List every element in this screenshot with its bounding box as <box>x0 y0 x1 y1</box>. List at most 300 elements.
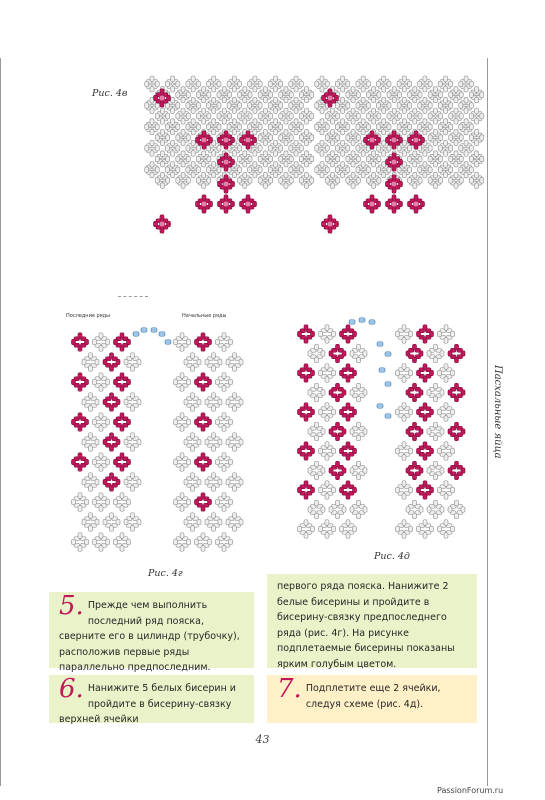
bead-cell <box>217 167 221 173</box>
bead-cell <box>273 87 277 93</box>
bead-cell <box>284 119 288 125</box>
bead-cell <box>321 390 325 396</box>
bead-cell <box>224 208 228 214</box>
bead-cell <box>361 87 365 93</box>
bead-cell <box>455 396 459 402</box>
bead-cell <box>165 167 169 173</box>
bead-cell <box>419 390 423 396</box>
bead-cell <box>396 409 400 415</box>
bead-cell <box>180 453 184 459</box>
bead-cell <box>268 103 272 109</box>
bead-cell <box>191 108 195 114</box>
bead-cell <box>361 129 365 135</box>
bead-cell <box>387 124 391 130</box>
bead-cell <box>110 486 114 492</box>
bead-cell <box>298 526 302 532</box>
bead-cell <box>218 359 222 365</box>
bead-cell <box>106 499 110 505</box>
bead-cell <box>451 331 455 337</box>
bead-cell <box>376 81 380 87</box>
bead-cell <box>387 113 391 119</box>
bead-cell <box>304 533 308 539</box>
bead-cell <box>124 439 128 445</box>
bead-cell <box>269 178 273 184</box>
bead-cell <box>161 151 165 157</box>
bead-cell <box>99 373 103 379</box>
bead-cell <box>181 119 185 125</box>
bead-cell <box>428 113 432 119</box>
bead-cell <box>263 119 267 125</box>
bead-cell <box>217 113 221 119</box>
bead-center <box>224 182 229 187</box>
bead-cell <box>202 151 206 157</box>
bead-cell <box>180 346 184 352</box>
bead-cell <box>180 466 184 472</box>
bead-cell <box>201 426 205 432</box>
bead-cell <box>78 546 82 552</box>
bead-cell <box>461 468 465 474</box>
bead-cell <box>423 338 427 344</box>
bead-cell <box>268 146 272 152</box>
bead-cell <box>82 399 86 405</box>
bead-cell <box>366 113 370 119</box>
section-side-title: Пасхальные яйца <box>492 365 503 459</box>
bead-cell <box>392 97 396 103</box>
bead-cell <box>239 399 243 405</box>
bead-cell <box>233 446 237 452</box>
bead-cell <box>181 140 185 146</box>
bead-cell <box>346 403 350 409</box>
bead-cell <box>263 151 267 157</box>
bead-cell <box>444 442 448 448</box>
bead-cell <box>176 92 180 98</box>
bead-cell <box>428 81 432 87</box>
bead-cell <box>356 113 360 119</box>
bead-cell <box>370 208 374 214</box>
bead-cell <box>222 333 226 339</box>
bead-cell <box>433 140 437 146</box>
bead-center <box>224 138 229 143</box>
bead-cell <box>222 108 226 114</box>
bead-cell <box>82 439 86 445</box>
bead-cell <box>218 519 222 525</box>
bead-cell <box>408 201 412 207</box>
bead-cell <box>120 506 124 512</box>
bead-cell <box>434 474 438 480</box>
bead-cell <box>475 108 479 114</box>
bead-cell <box>114 499 118 505</box>
bead-blue <box>377 404 383 409</box>
bead-cell <box>212 473 216 479</box>
bead-cell <box>222 373 226 379</box>
bead-cell <box>366 156 370 162</box>
bead-cell <box>186 81 190 87</box>
bead-cell <box>305 140 309 146</box>
bead-cell <box>366 178 370 184</box>
bead-cell <box>399 159 403 165</box>
bead-cell <box>184 439 188 445</box>
bead-cell <box>351 140 355 146</box>
bead-cell <box>299 92 303 98</box>
bead-cell <box>433 119 437 125</box>
bead-cell <box>246 131 250 137</box>
figure-4g-caption: Рис. 4г <box>148 568 183 579</box>
bead-cell <box>171 129 175 135</box>
bead-center <box>392 182 397 187</box>
bead-cell <box>258 103 262 109</box>
bead-cell <box>438 448 442 454</box>
bead-cell <box>224 175 228 181</box>
bead-cell <box>106 459 110 465</box>
bead-cell <box>294 129 298 135</box>
bead-cell <box>191 151 195 157</box>
bead-cell <box>451 448 455 454</box>
bead-cell <box>253 76 257 82</box>
bead-cell <box>298 370 302 376</box>
bead-cell <box>325 520 329 526</box>
bead-cell <box>409 487 413 493</box>
bead-cell <box>315 344 319 350</box>
bead-cell <box>353 448 357 454</box>
bead-cell <box>212 366 216 372</box>
watermark: PassionForum.ru <box>437 786 504 795</box>
bead-cell <box>341 97 345 103</box>
bead-cell <box>289 113 293 119</box>
bead-cell <box>248 113 252 119</box>
bead-cell <box>110 393 114 399</box>
bead-cell <box>202 97 206 103</box>
bead-cell <box>191 76 195 82</box>
bead-cell <box>212 486 216 492</box>
bead-cell <box>239 359 243 365</box>
bead-cell <box>196 167 200 173</box>
bead-cell <box>336 435 340 441</box>
bead-cell <box>243 151 247 157</box>
bead-cell <box>166 178 170 184</box>
bead-cell <box>340 331 344 337</box>
bead-cell <box>315 461 319 467</box>
bead-cell <box>197 519 201 525</box>
bead-cell <box>222 533 226 539</box>
bead-cell <box>93 459 97 465</box>
bead-cell <box>208 419 212 425</box>
bead-cell <box>305 172 309 178</box>
bead-cell <box>195 419 199 425</box>
bead-cell <box>150 129 154 135</box>
bead-center <box>202 202 207 207</box>
bead-cell <box>328 215 332 221</box>
bead-cell <box>304 442 308 448</box>
bead-cell <box>82 359 86 365</box>
bead-cell <box>205 519 209 525</box>
bead-cell <box>196 178 200 184</box>
bead-cell <box>353 526 357 532</box>
bead-cell <box>222 346 226 352</box>
bead-cell <box>454 172 458 178</box>
step-7-box <box>267 675 477 723</box>
bead-cell <box>212 162 216 168</box>
bead-cell <box>195 379 199 385</box>
bead-cell <box>386 201 390 207</box>
bead-cell <box>196 201 200 207</box>
bead-cell <box>413 383 417 389</box>
bead-cell <box>99 346 103 352</box>
bead-cell <box>332 331 336 337</box>
bead-cell <box>233 486 237 492</box>
bead-cell <box>294 97 298 103</box>
bead-cell <box>475 97 479 103</box>
bead-cell <box>342 351 346 357</box>
bead-cell <box>106 379 110 385</box>
bead-cell <box>396 370 400 376</box>
bead-cell <box>346 455 350 461</box>
bead-cell <box>382 97 386 103</box>
bead-cell <box>224 153 228 159</box>
bead-cell <box>176 81 180 87</box>
bead-cell <box>464 140 468 146</box>
bead-cell <box>248 167 252 173</box>
bead-cell <box>95 479 99 485</box>
bead-cell <box>356 135 360 141</box>
bead-cell <box>361 119 365 125</box>
bead-cell <box>475 151 479 157</box>
bead-cell <box>161 130 165 136</box>
bead-cell <box>222 453 226 459</box>
bead-cell <box>176 156 180 162</box>
bead-cell <box>396 487 400 493</box>
bead-cell <box>448 351 452 357</box>
bead-cell <box>361 76 365 82</box>
bead-cell <box>171 140 175 146</box>
bead-cell <box>363 429 367 435</box>
bead-cell <box>258 178 262 184</box>
bead-cell <box>273 76 277 82</box>
bead-cell <box>191 433 195 439</box>
bead-cell <box>311 409 315 415</box>
bead-cell <box>150 119 154 125</box>
step-6-text: Нанижите 5 белых бисерин и пройдите в бисерину-связку верхней ячейки <box>59 683 236 725</box>
bead-cell <box>174 419 178 425</box>
bead-cell <box>181 172 185 178</box>
bead-cell <box>325 146 329 152</box>
bead-cell <box>195 339 199 345</box>
bead-cell <box>212 87 216 93</box>
bead-cell <box>171 162 175 168</box>
bead-cell <box>284 140 288 146</box>
bead-cell <box>319 526 323 532</box>
bead-cell <box>440 429 444 435</box>
bead-cell <box>212 526 216 532</box>
bead-cell <box>341 108 345 114</box>
bead-cell <box>418 167 422 173</box>
bead-cell <box>186 135 190 141</box>
bead-cell <box>239 439 243 445</box>
bead-cell <box>186 178 190 184</box>
bead-cell <box>353 487 357 493</box>
bead-cell <box>299 81 303 87</box>
bead-cell <box>454 108 458 114</box>
bead-cell <box>396 331 400 337</box>
bead-cell <box>243 119 247 125</box>
bead-cell <box>120 333 124 339</box>
bead-cell <box>434 461 438 467</box>
bead-cell <box>187 419 191 425</box>
step-6-number: 6. <box>59 674 84 704</box>
bead-cell <box>231 159 235 165</box>
bead-cell <box>85 539 89 545</box>
bead-cell <box>341 129 345 135</box>
bead-cell <box>342 507 346 513</box>
bead-cell <box>356 178 360 184</box>
bead-cell <box>145 103 149 109</box>
bead-cell <box>361 151 365 157</box>
step-5-continued-text: первого ряда пояска. Нанижите 2 белые бисерины и пройдите в бисерину-связку предпоследнего ряда (рис. 4г). На рисунке подплетаемые бисерины показаны ярким голубым цветом. <box>277 581 455 670</box>
bead-cell <box>402 481 406 487</box>
bead-cell <box>106 419 110 425</box>
bead-cell <box>475 130 479 136</box>
bead-cell <box>187 339 191 345</box>
bead-cell <box>372 172 376 178</box>
bead-cell <box>408 113 412 119</box>
bead-cell <box>376 124 380 130</box>
bead-cell <box>304 416 308 422</box>
bead-cell <box>320 108 324 114</box>
bead-cell <box>335 221 339 227</box>
bead-cell <box>294 172 298 178</box>
step-5-continued-box <box>267 574 477 668</box>
bead-cell <box>273 108 277 114</box>
bead-cell <box>191 366 195 372</box>
bead-cell <box>351 151 355 157</box>
bead-cell <box>413 500 417 506</box>
bead-cell <box>331 140 335 146</box>
bead-cell <box>382 119 386 125</box>
bead-cell <box>284 97 288 103</box>
bead-cell <box>154 95 158 101</box>
bead-cell <box>438 103 442 109</box>
bead-cell <box>299 135 303 141</box>
bead-cell <box>229 339 233 345</box>
bead-cell <box>356 92 360 98</box>
bead-cell <box>114 539 118 545</box>
bead-cell <box>433 130 437 136</box>
bead-cell <box>248 178 252 184</box>
bead-blue <box>385 382 391 387</box>
bead-cell <box>346 338 350 344</box>
bead-cell <box>205 359 209 365</box>
bead-cell <box>89 513 93 519</box>
bead-cell <box>392 153 396 159</box>
bead-cell <box>232 119 236 125</box>
bead-cell <box>346 113 350 119</box>
bead-cell <box>273 119 277 125</box>
bead-cell <box>176 167 180 173</box>
bead-cell <box>269 156 273 162</box>
bead-cell <box>181 183 185 189</box>
bead-cell <box>238 92 242 98</box>
bead-cell <box>414 144 418 150</box>
bead-cell <box>160 215 164 221</box>
bead-cell <box>308 468 312 474</box>
bead-cell <box>356 124 360 130</box>
bead-cell <box>336 513 340 519</box>
bead-cell <box>325 156 329 162</box>
bead-cell <box>392 188 396 194</box>
bead-cell <box>131 366 135 372</box>
bead-cell <box>95 359 99 365</box>
bead-cell <box>469 92 473 98</box>
bead-cell <box>85 459 89 465</box>
bead-cell <box>396 448 400 454</box>
bead-cell <box>418 124 422 130</box>
bead-cell <box>311 448 315 454</box>
bead-blue <box>151 328 157 333</box>
bead-cell <box>331 108 335 114</box>
bead-cell <box>350 507 354 513</box>
bead-cell <box>336 422 340 428</box>
bead-cell <box>335 146 339 152</box>
bead-cell <box>191 140 195 146</box>
bead-cell <box>72 539 76 545</box>
bead-cell <box>443 162 447 168</box>
bead-cell <box>187 539 191 545</box>
bead-cell <box>311 331 315 337</box>
bead-cell <box>351 172 355 178</box>
bead-cell <box>449 92 453 98</box>
bead-cell <box>417 409 421 415</box>
bead-blue <box>385 352 391 357</box>
bead-cell <box>469 156 473 162</box>
bead-cell <box>258 81 262 87</box>
bead-cell <box>240 137 244 143</box>
bead-cell <box>434 344 438 350</box>
bead-cell <box>294 76 298 82</box>
bead-cell <box>382 87 386 93</box>
bead-cell <box>263 130 267 136</box>
bead-cell <box>154 221 158 227</box>
bead-cell <box>430 370 434 376</box>
bead-cell <box>279 135 283 141</box>
bead-cell <box>423 416 427 422</box>
bead-cell <box>382 108 386 114</box>
bead-cell <box>120 413 124 419</box>
bead-cell <box>340 409 344 415</box>
bead-blue <box>369 320 375 325</box>
bead-cell <box>150 76 154 82</box>
bead-cell <box>304 494 308 500</box>
bead-cell <box>224 144 228 150</box>
bead-cell <box>392 208 396 214</box>
bead-cell <box>279 124 283 130</box>
bead-cell <box>461 390 465 396</box>
bead-cell <box>180 493 184 499</box>
bead-cell <box>402 455 406 461</box>
bead-cell <box>454 183 458 189</box>
bead-cell <box>165 146 169 152</box>
bead-cell <box>418 113 422 119</box>
bead-cell <box>308 507 312 513</box>
bead-cell <box>216 459 220 465</box>
bead-cell <box>402 76 406 82</box>
bead-cell <box>231 137 235 143</box>
bead-cell <box>361 172 365 178</box>
bead-cell <box>444 403 448 409</box>
bead-cell <box>155 135 159 141</box>
bead-cell <box>289 156 293 162</box>
bead-cell <box>413 151 417 157</box>
bead-cell <box>308 390 312 396</box>
bead-cell <box>449 135 453 141</box>
